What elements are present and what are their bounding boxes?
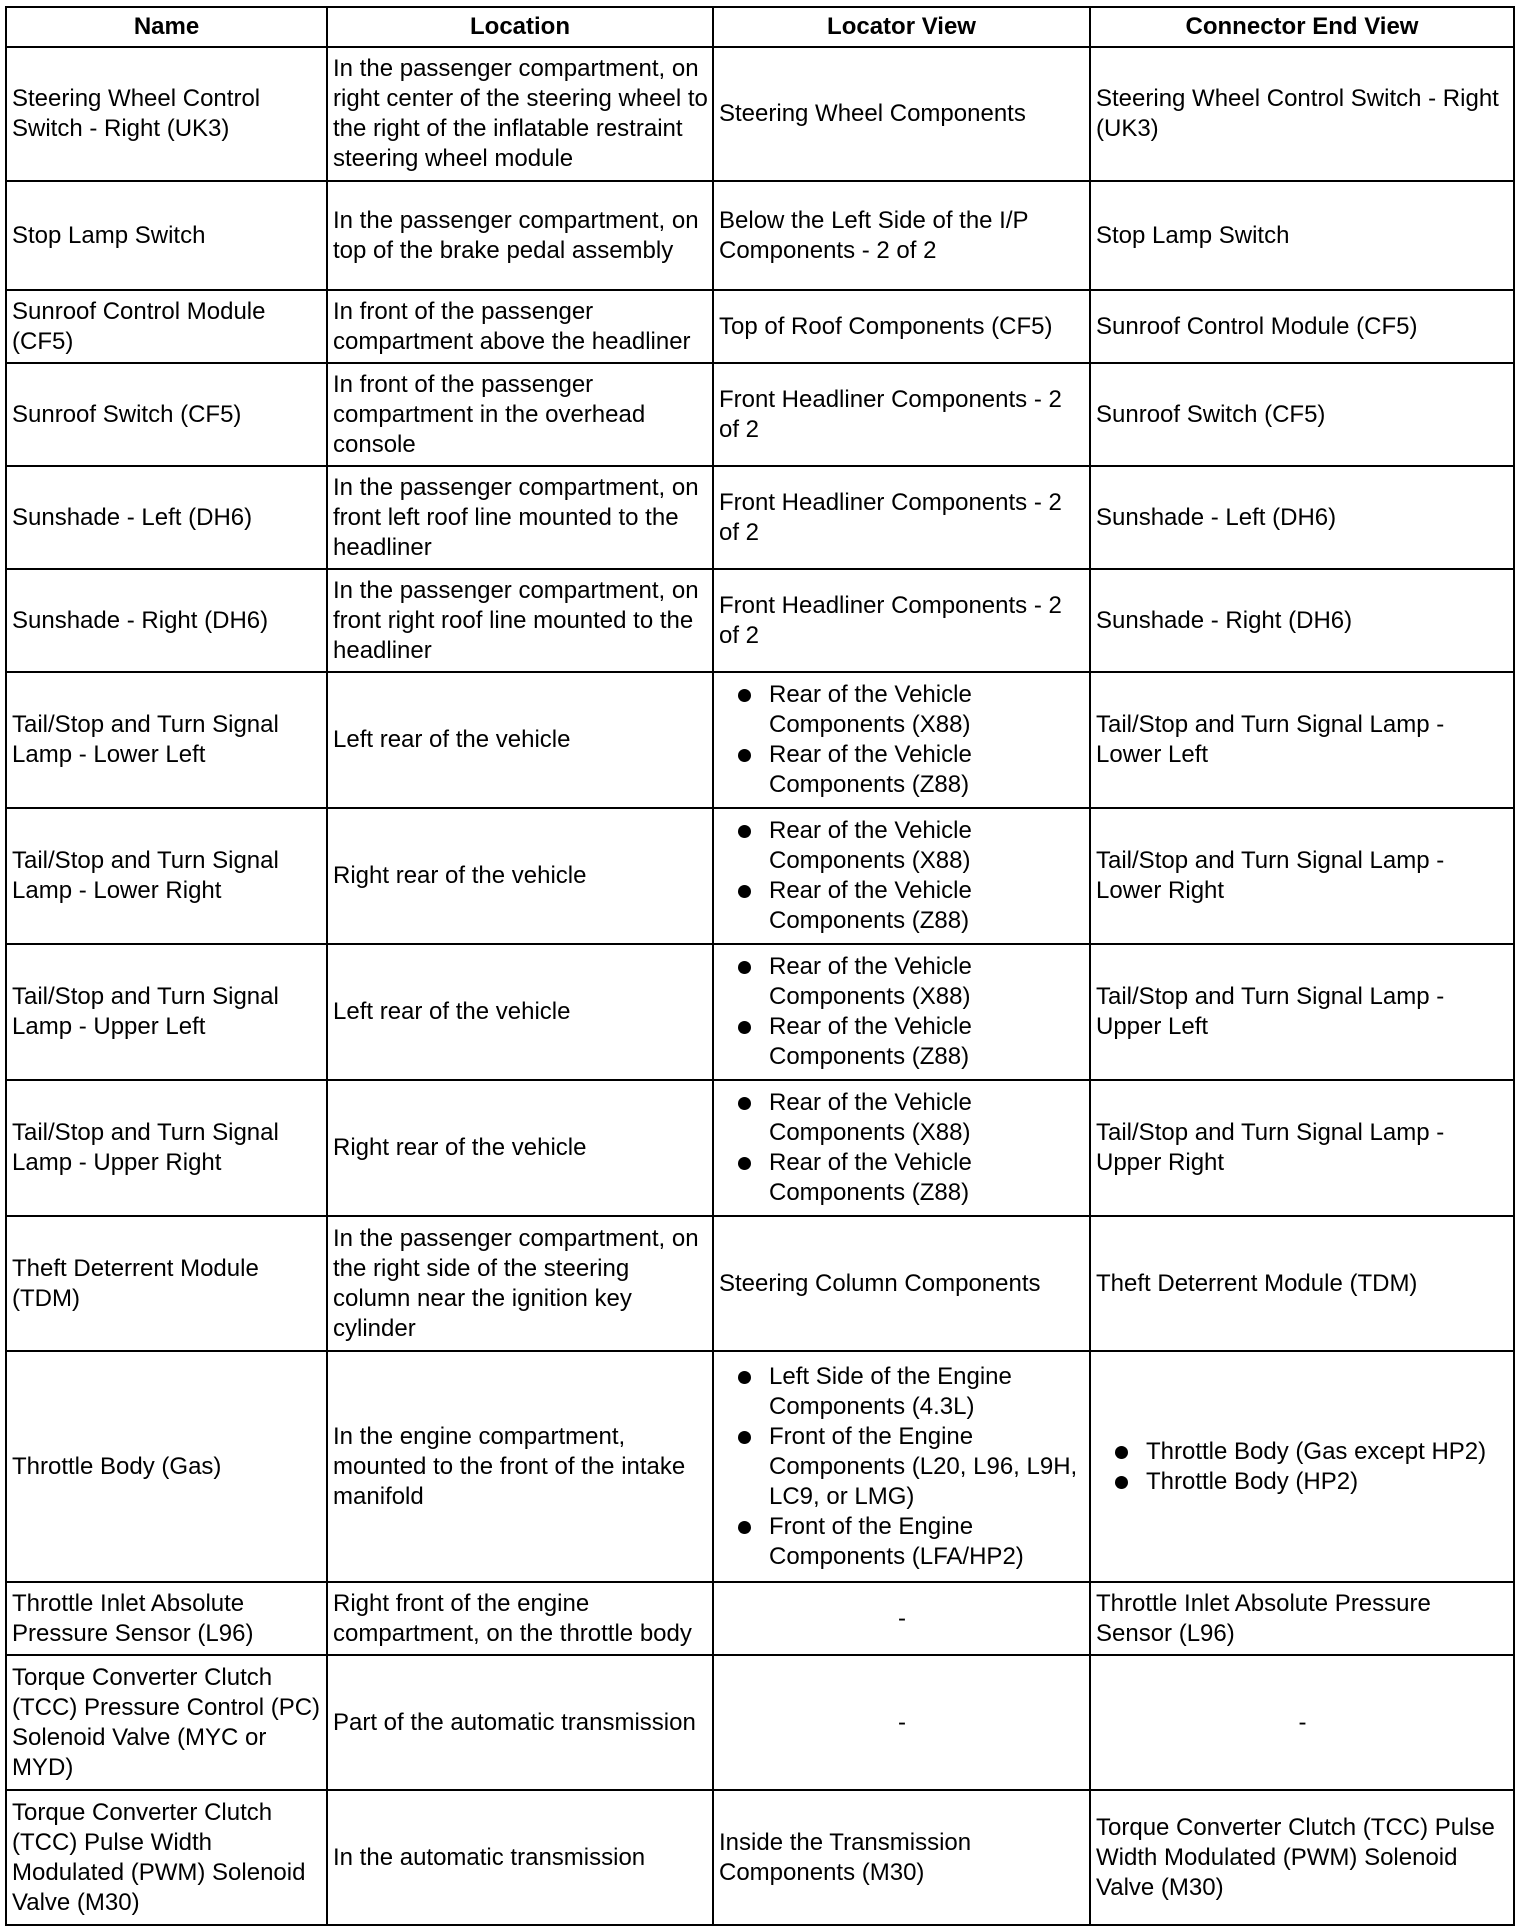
cell-locator-view: - xyxy=(713,1582,1090,1655)
connector-end-view-list xyxy=(1096,1437,1509,1497)
cell-location: In the passenger compartment, on front right roof line mounted to the headliner xyxy=(327,569,713,672)
cell-name: Steering Wheel Control Switch - Right (UK3) xyxy=(6,47,327,181)
table-row xyxy=(6,47,1514,181)
list-item: Rear of the Vehicle Components (X88) xyxy=(719,816,1085,876)
cell-location: In the automatic transmission xyxy=(327,1790,713,1925)
cell-connector-end-view: Tail/Stop and Turn Signal Lamp - Lower Left xyxy=(1090,672,1514,808)
cell-location: In front of the passenger compartment in the overhead console xyxy=(327,363,713,466)
cell-connector-end-view: Tail/Stop and Turn Signal Lamp - Upper Left xyxy=(1090,944,1514,1080)
cell-locator-view xyxy=(713,808,1090,944)
cell-name: Tail/Stop and Turn Signal Lamp - Lower Right xyxy=(6,808,327,944)
cell-connector-end-view: Sunroof Control Module (CF5) xyxy=(1090,290,1514,363)
cell-name: Throttle Inlet Absolute Pressure Sensor (L96) xyxy=(6,1582,327,1655)
table-row xyxy=(6,1790,1514,1925)
cell-name: Sunroof Switch (CF5) xyxy=(6,363,327,466)
cell-name: Tail/Stop and Turn Signal Lamp - Upper Left xyxy=(6,944,327,1080)
cell-location: In the engine compartment, mounted to the front of the intake manifold xyxy=(327,1351,713,1582)
table-row xyxy=(6,808,1514,944)
cell-locator-view xyxy=(713,1351,1090,1582)
cell-location: Right rear of the vehicle xyxy=(327,1080,713,1216)
locator-view-list xyxy=(719,1088,1085,1208)
cell-location: Part of the automatic transmission xyxy=(327,1655,713,1790)
cell-locator-view xyxy=(713,1080,1090,1216)
locator-view-list xyxy=(719,952,1085,1072)
cell-location: Right front of the engine compartment, on the throttle body xyxy=(327,1582,713,1655)
list-item: Rear of the Vehicle Components (Z88) xyxy=(719,1148,1085,1208)
cell-location: Left rear of the vehicle xyxy=(327,944,713,1080)
component-locator-document xyxy=(5,6,1515,1926)
cell-locator-view: Top of Roof Components (CF5) xyxy=(713,290,1090,363)
cell-name: Sunroof Control Module (CF5) xyxy=(6,290,327,363)
cell-connector-end-view: Torque Converter Clutch (TCC) Pulse Width Modulated (PWM) Solenoid Valve (M30) xyxy=(1090,1790,1514,1925)
cell-location: In the passenger compartment, on top of the brake pedal assembly xyxy=(327,181,713,290)
table-row xyxy=(6,363,1514,466)
table-row xyxy=(6,1216,1514,1351)
cell-connector-end-view: Sunshade - Right (DH6) xyxy=(1090,569,1514,672)
cell-connector-end-view: Throttle Inlet Absolute Pressure Sensor (L96) xyxy=(1090,1582,1514,1655)
cell-name: Throttle Body (Gas) xyxy=(6,1351,327,1582)
cell-locator-view: Steering Wheel Components xyxy=(713,47,1090,181)
cell-location: In front of the passenger compartment above the headliner xyxy=(327,290,713,363)
table-row xyxy=(6,1582,1514,1655)
cell-connector-end-view: Steering Wheel Control Switch - Right (UK3) xyxy=(1090,47,1514,181)
cell-location: Right rear of the vehicle xyxy=(327,808,713,944)
list-item: Rear of the Vehicle Components (Z88) xyxy=(719,1012,1085,1072)
cell-connector-end-view: Sunshade - Left (DH6) xyxy=(1090,466,1514,569)
cell-locator-view: Steering Column Components xyxy=(713,1216,1090,1351)
cell-locator-view: Front Headliner Components - 2 of 2 xyxy=(713,363,1090,466)
cell-location: In the passenger compartment, on front left roof line mounted to the headliner xyxy=(327,466,713,569)
cell-name: Sunshade - Right (DH6) xyxy=(6,569,327,672)
table-header-row xyxy=(6,7,1514,47)
header-location: Location xyxy=(327,7,713,47)
cell-connector-end-view: Stop Lamp Switch xyxy=(1090,181,1514,290)
table-row xyxy=(6,466,1514,569)
component-locator-table xyxy=(5,6,1515,1926)
header-name: Name xyxy=(6,7,327,47)
cell-locator-view xyxy=(713,672,1090,808)
cell-location: Left rear of the vehicle xyxy=(327,672,713,808)
table-row xyxy=(6,672,1514,808)
list-item: Left Side of the Engine Components (4.3L) xyxy=(719,1362,1085,1422)
locator-view-list xyxy=(719,680,1085,800)
header-locator-view: Locator View xyxy=(713,7,1090,47)
cell-name: Tail/Stop and Turn Signal Lamp - Lower Left xyxy=(6,672,327,808)
table-row xyxy=(6,1080,1514,1216)
cell-name: Torque Converter Clutch (TCC) Pressure Control (PC) Solenoid Valve (MYC or MYD) xyxy=(6,1655,327,1790)
cell-location: In the passenger compartment, on the right side of the steering column near the ignition key cylinder xyxy=(327,1216,713,1351)
cell-locator-view: Below the Left Side of the I/P Components - 2 of 2 xyxy=(713,181,1090,290)
cell-locator-view xyxy=(713,944,1090,1080)
cell-connector-end-view: Tail/Stop and Turn Signal Lamp - Lower Right xyxy=(1090,808,1514,944)
list-item: Rear of the Vehicle Components (X88) xyxy=(719,1088,1085,1148)
list-item: Front of the Engine Components (L20, L96, L9H, LC9, or LMG) xyxy=(719,1422,1085,1512)
cell-name: Tail/Stop and Turn Signal Lamp - Upper Right xyxy=(6,1080,327,1216)
list-item: Rear of the Vehicle Components (X88) xyxy=(719,680,1085,740)
list-item: Rear of the Vehicle Components (Z88) xyxy=(719,876,1085,936)
cell-connector-end-view: - xyxy=(1090,1655,1514,1790)
cell-locator-view: - xyxy=(713,1655,1090,1790)
cell-name: Torque Converter Clutch (TCC) Pulse Width Modulated (PWM) Solenoid Valve (M30) xyxy=(6,1790,327,1925)
cell-connector-end-view: Theft Deterrent Module (TDM) xyxy=(1090,1216,1514,1351)
table-row xyxy=(6,1655,1514,1790)
table-row xyxy=(6,290,1514,363)
list-item: Rear of the Vehicle Components (Z88) xyxy=(719,740,1085,800)
cell-connector-end-view: Tail/Stop and Turn Signal Lamp - Upper Right xyxy=(1090,1080,1514,1216)
header-connector-end-view: Connector End View xyxy=(1090,7,1514,47)
table-row xyxy=(6,1351,1514,1582)
cell-connector-end-view: Sunroof Switch (CF5) xyxy=(1090,363,1514,466)
list-item: Throttle Body (HP2) xyxy=(1096,1467,1509,1497)
list-item: Front of the Engine Components (LFA/HP2) xyxy=(719,1512,1085,1572)
locator-view-list xyxy=(719,816,1085,936)
table-row xyxy=(6,181,1514,290)
cell-name: Sunshade - Left (DH6) xyxy=(6,466,327,569)
cell-location: In the passenger compartment, on right center of the steering wheel to the right of the inflatable restraint steering wheel module xyxy=(327,47,713,181)
locator-view-list xyxy=(719,1362,1085,1572)
list-item: Rear of the Vehicle Components (X88) xyxy=(719,952,1085,1012)
list-item: Throttle Body (Gas except HP2) xyxy=(1096,1437,1509,1467)
cell-name: Stop Lamp Switch xyxy=(6,181,327,290)
table-row xyxy=(6,569,1514,672)
cell-name: Theft Deterrent Module (TDM) xyxy=(6,1216,327,1351)
cell-locator-view: Front Headliner Components - 2 of 2 xyxy=(713,569,1090,672)
cell-locator-view: Inside the Transmission Components (M30) xyxy=(713,1790,1090,1925)
cell-locator-view: Front Headliner Components - 2 of 2 xyxy=(713,466,1090,569)
cell-connector-end-view xyxy=(1090,1351,1514,1582)
table-row xyxy=(6,944,1514,1080)
